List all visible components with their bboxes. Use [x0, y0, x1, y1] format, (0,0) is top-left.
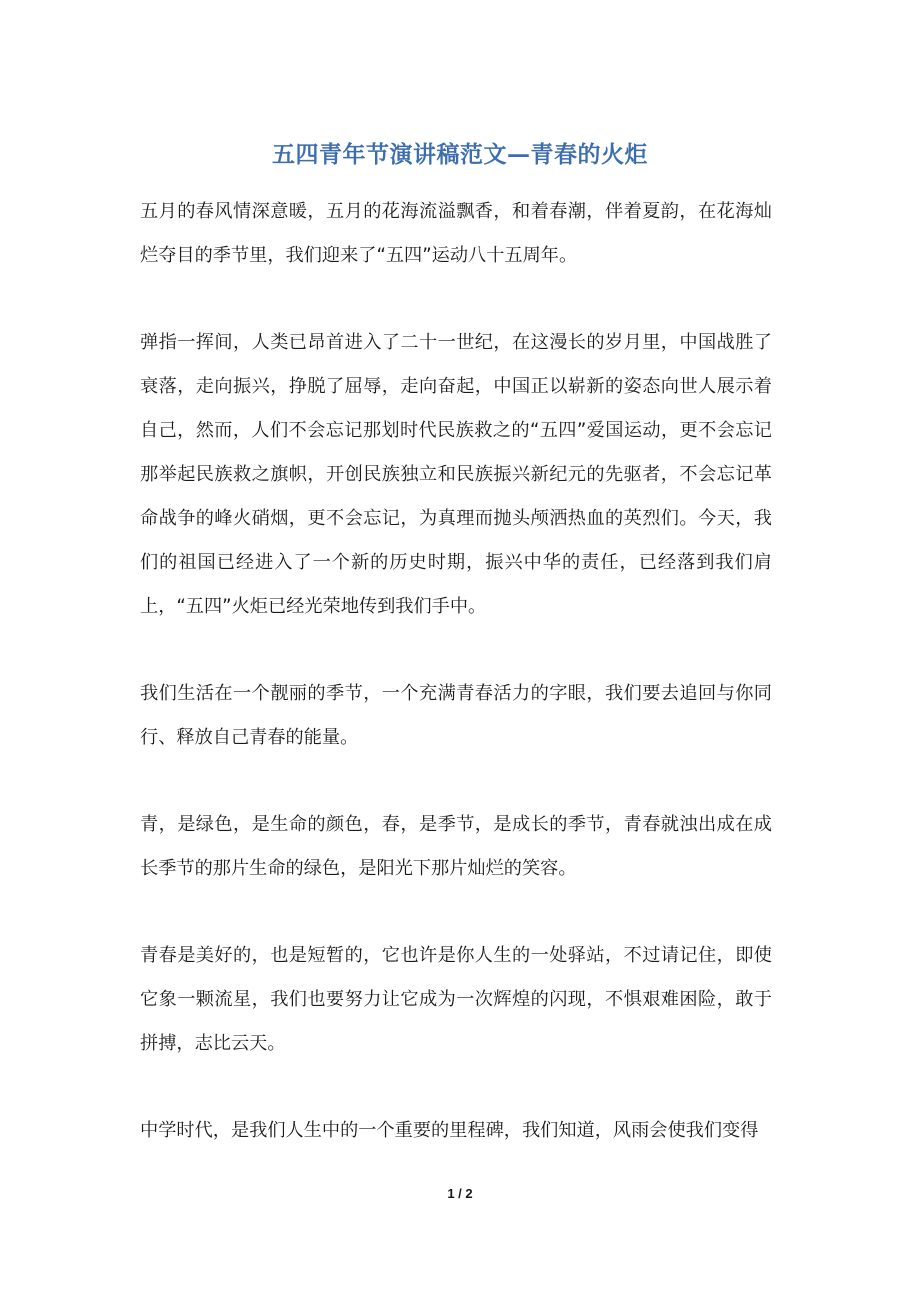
page-number: 1 / 2: [447, 1186, 473, 1201]
paragraph: 青，是绿色，是生命的颜色，春，是季节，是成长的季节，青春就浊出成在成长季节的那片生命的绿色，是阳光下那片灿烂的笑容。: [140, 814, 772, 879]
document-title: 五四青年节演讲稿范文—青春的火炬: [272, 141, 648, 168]
paragraph: 我们生活在一个靓丽的季节，一个充满青春活力的字眼，我们要去追回与你同行、释放自己青春的能量。: [140, 683, 772, 748]
paragraph: 弹指一挥间，人类已昂首进入了二十一世纪，在这漫长的岁月里，中国战胜了衰落，走向振兴，挣脱了屈辱，走向奋起，中国正以崭新的姿态向世人展示着自己，然而，人们不会忘记那划时代民族救之的“五四”爱国运动，更不会忘记那举起民族救之旗帜，开创民族独立和民族振兴新纪元的先驱者，不会忘记革命战争的峰火硝烟，更不会忘记，为真理而抛头颅洒热血的英烈们。今天，我们的祖国已经进入了一个新的历史时期，振兴中华的责任，已经落到我们肩上，“五四”火炬已经光荣地传到我们手中。: [140, 332, 772, 617]
paragraph: 青春是美好的，也是短暂的，它也许是你人生的一处驿站，不过请记住，即使它象一颗流星，我们也要努力让它成为一次辉煌的闪现，不惧艰难困险，敢于拼搏，志比云天。: [140, 945, 772, 1054]
document-body: [140, 190, 772, 1196]
paragraph: 五月的春风情深意暖，五月的花海流溢飘香，和着春潮，伴着夏韵，在花海灿烂夺目的季节里，我们迎来了“五四”运动八十五周年。: [140, 201, 772, 266]
paragraph: 中学时代，是我们人生中的一个重要的里程碑，我们知道，风雨会使我们变得: [140, 1120, 759, 1141]
